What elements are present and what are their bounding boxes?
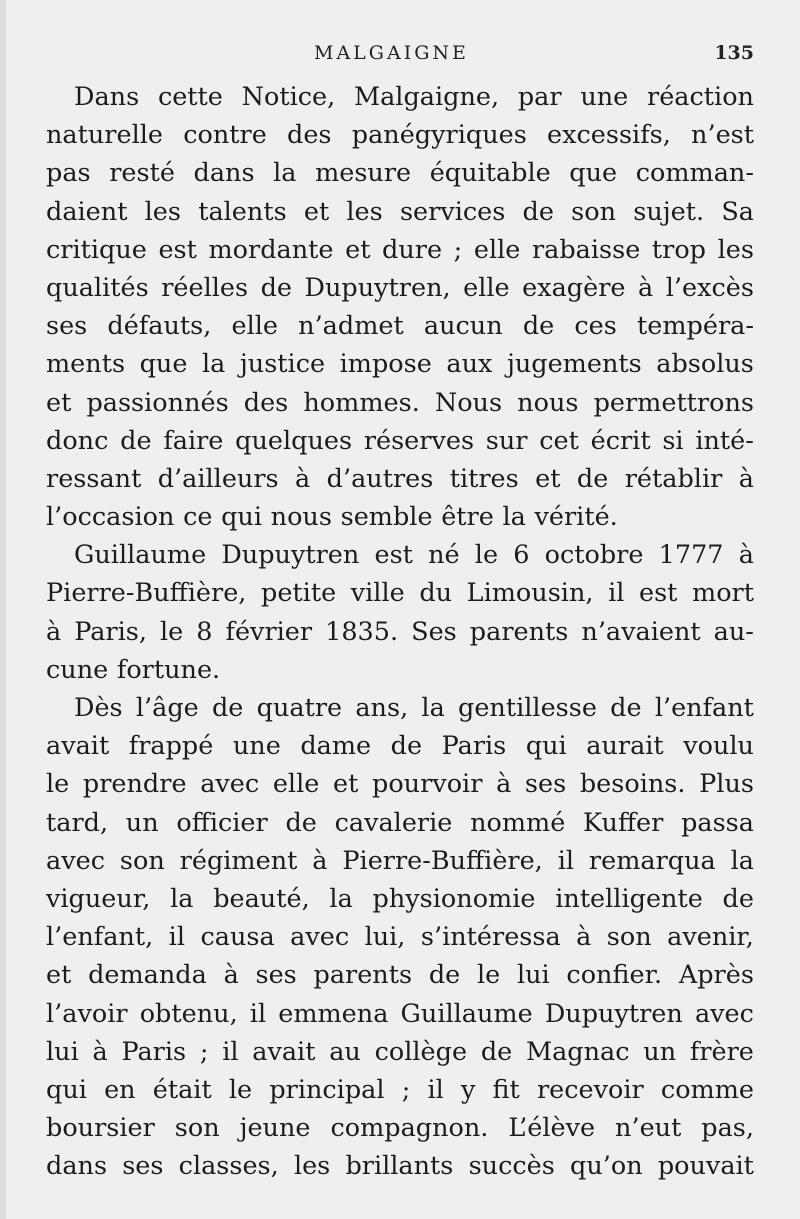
- text-line: tard, un officier de cavalerie nommé Kuffer passa: [46, 807, 754, 838]
- text-line: Dès l’âge de quatre ans, la gentillesse de l’enfant: [74, 693, 754, 723]
- running-header: [46, 42, 756, 70]
- text-line: qualités réelles de Dupuytren, elle exagère à l’excès: [46, 272, 754, 303]
- paragraph: [46, 689, 754, 1185]
- text-line: boursier son jeune compagnon. L’élève n’eut pas,: [46, 1113, 754, 1144]
- text-line: vigueur, la beauté, la physionomie intelligente de: [46, 883, 754, 914]
- text-line: Dans cette Notice, Malgaigne, par une réaction: [74, 82, 754, 112]
- text-line: cune fortune.: [46, 654, 221, 685]
- text-line: le prendre avec elle et pourvoir à ses besoins. Plus: [46, 769, 754, 800]
- text-line: l’occasion ce qui nous semble être la vérité.: [46, 502, 618, 533]
- text-line: l’avoir obtenu, il emmena Guillaume Dupuytren avec: [46, 998, 754, 1029]
- paragraph: [46, 536, 754, 689]
- text-line: ments que la justice impose aux jugements absolus: [46, 349, 754, 380]
- text-line: daient les talents et les services de son sujet. Sa: [46, 196, 754, 227]
- text-line: critique est mordante et dure ; elle rabaisse trop les: [46, 234, 754, 265]
- text-line: ses défauts, elle n’admet aucun de ces tempéra-: [46, 311, 754, 342]
- text-line: avec son régiment à Pierre-Buffière, il remarqua la: [46, 845, 754, 876]
- text-line: qui en était le principal ; il y fit recevoir comme: [46, 1074, 754, 1105]
- body-text: [46, 78, 754, 1185]
- text-line: l’enfant, il causa avec lui, s’intéressa à son avenir,: [46, 922, 754, 953]
- text-line: pas resté dans la mesure équitable que comman-: [46, 158, 754, 189]
- text-line: et demanda à ses parents de le lui confier. Après: [46, 960, 754, 991]
- paragraph: [46, 78, 754, 536]
- text-line: ressant d’ailleurs à d’autres titres et de rétablir à: [46, 463, 754, 494]
- text-line: naturelle contre des panégyriques excessifs, n’est: [46, 120, 754, 151]
- running-title: MALGAIGNE: [314, 42, 469, 64]
- page-number: 135: [714, 42, 754, 64]
- text-line: Guillaume Dupuytren est né le 6 octobre 1777 à: [74, 540, 754, 571]
- text-line: lui à Paris ; il avait au collège de Magnac un frère: [46, 1036, 754, 1067]
- text-line: avait frappé une dame de Paris qui aurait voulu: [46, 731, 754, 762]
- text-line: et passionnés des hommes. Nous nous permettrons: [46, 387, 754, 418]
- text-line: donc de faire quelques réserves sur cet écrit si inté-: [46, 425, 754, 456]
- scan-edge: [0, 0, 6, 1219]
- text-line: dans ses classes, les brillants succès qu’on pouvait: [46, 1151, 754, 1182]
- text-line: Pierre-Buffière, petite ville du Limousin, il est mort: [46, 578, 754, 609]
- text-line: à Paris, le 8 février 1835. Ses parents n’avaient au-: [46, 616, 754, 647]
